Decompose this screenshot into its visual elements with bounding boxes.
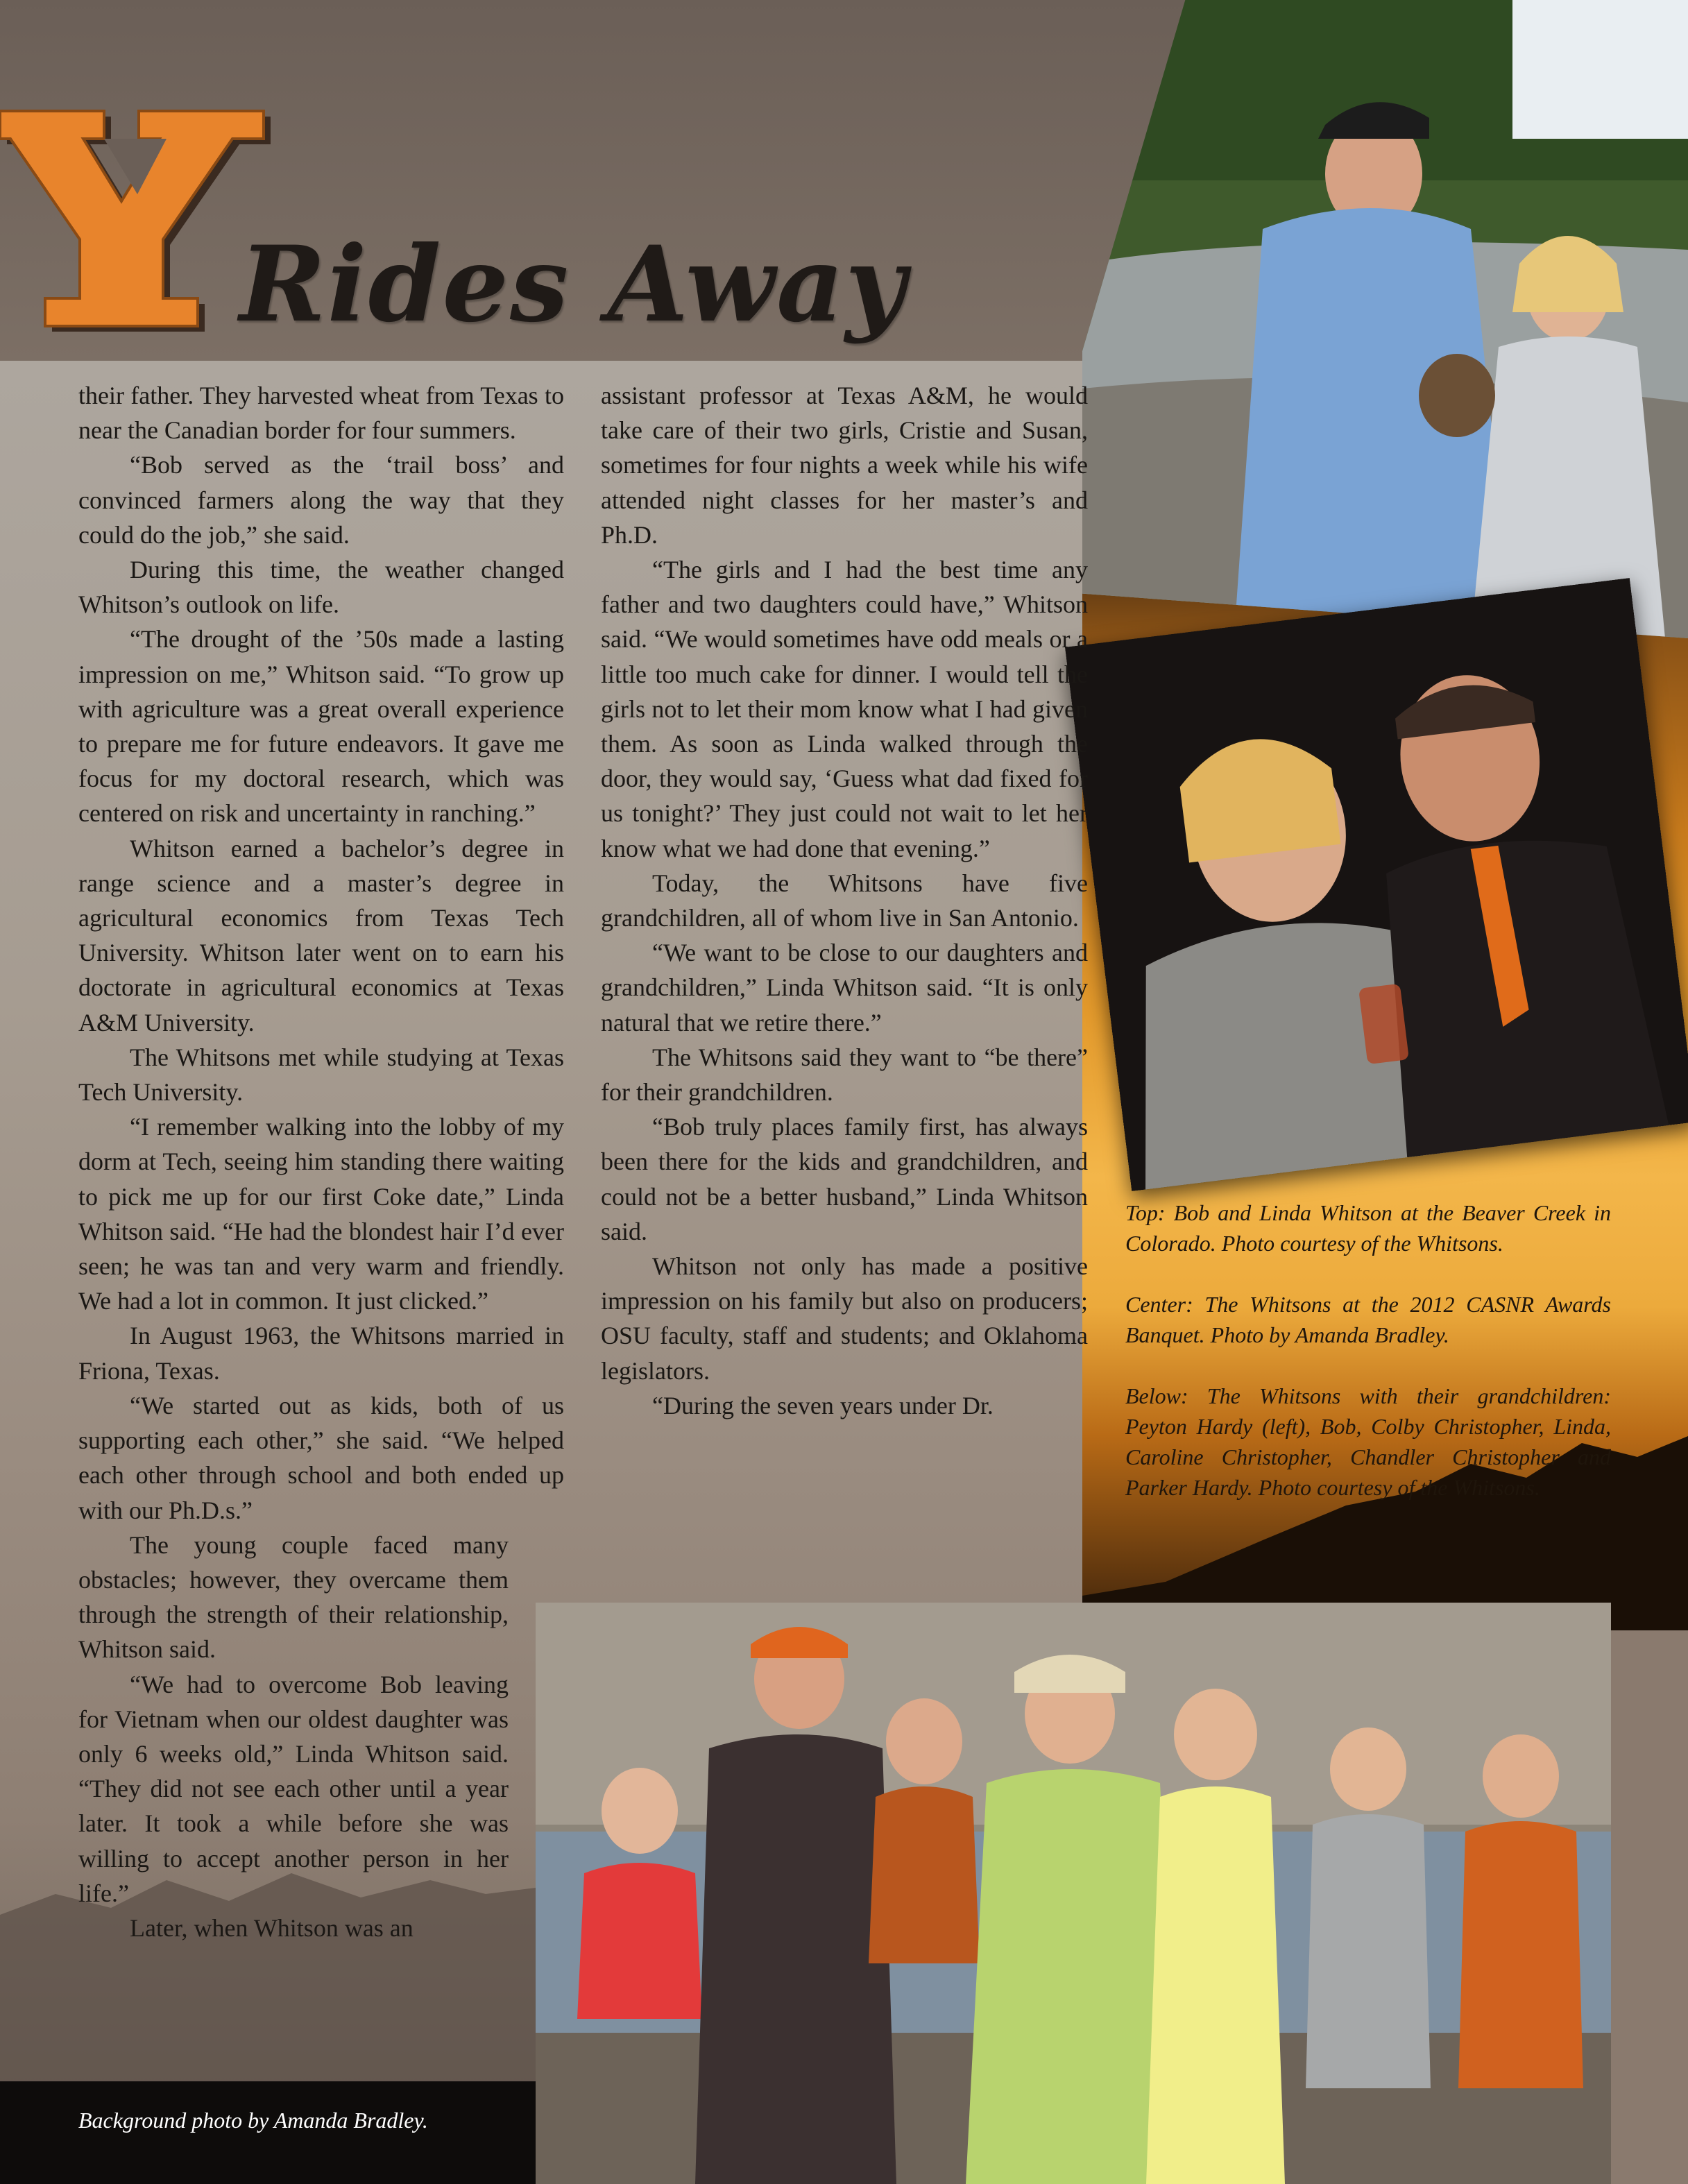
photo-awards-banquet	[1065, 578, 1688, 1191]
paragraph: “I remember walking into the lobby of my dorm at Tech, seeing him standing there waiting to pick me up for our first Coke date,” Linda Whitson said. “He had the blondest hair I’d ever seen; he was tan and very warm and friendly. We had a lot in common. It just clicked.”	[78, 1113, 564, 1315]
background-photo-credit: Background photo by Amanda Bradley.	[78, 2108, 428, 2133]
paragraph: “Bob truly places family first, has always been there for the kids and grandchildren, and could not be a better husband,” Linda Whitson said.	[601, 1113, 1088, 1245]
paragraph: During this time, the weather changed Whitson’s outlook on life.	[78, 556, 564, 619]
paragraph: Later, when Whitson was an	[130, 1913, 414, 1942]
caption-top: Top: Bob and Linda Whitson at the Beaver Creek in Colorado. Photo courtesy of the Whitsons.	[1125, 1200, 1611, 1256]
paragraph: “We had to overcome Bob leaving for Vietnam when our oldest daughter was only 6 weeks old,” Linda Whitson said. “They did not see each other until a year later. It took a while before she was willing to accept another person in her life.”	[78, 1670, 509, 1907]
article-title: Rides Away	[239, 223, 907, 345]
paragraph: The Whitsons said they want to “be there” for their grandchildren.	[601, 1043, 1088, 1107]
text-column-left	[78, 378, 564, 1945]
paragraph: “During the seven years under Dr.	[652, 1391, 994, 1419]
paragraph: In August 1963, the Whitsons married in Friona, Texas.	[78, 1322, 564, 1385]
photo-couple-beaver-creek	[1082, 0, 1688, 638]
paragraph: “The drought of the ’50s made a lasting impression on me,” Whitson said. “To grow up with agriculture was a great overall experience to prepare me for future endeavors. It gave me focus for my doctoral research, which was centered on risk and uncertainty in ranching.”	[78, 625, 564, 828]
paragraph: The young couple faced many obstacles; however, they overcame them through the strength of their relationship, Whitson said.	[78, 1530, 509, 1664]
paragraph: “The girls and I had the best time any father and two daughters could have,” Whitson said. “We would sometimes have odd meals or a little too much cake for dinner. I would tell the girls not to let their mom know what I had given them. As soon as Linda walked through the door, they would say, ‘Guess what dad fixed for us tonight?’ They just could not wait to let her know what we had done that evening.”	[601, 556, 1088, 862]
caption-center: Center: The Whitsons at the 2012 CASNR Awards Banquet. Photo by Amanda Bradley.	[1125, 1292, 1611, 1347]
caption-below: Below: The Whitsons with their grandchildren: Peyton Hardy (left), Bob, Colby Christopher, Linda, Caroline Christopher, Chandler Christopher and Parker Hardy. Photo courtesy of the Whitsons.	[1125, 1383, 1611, 1500]
paragraph: The Whitsons met while studying at Texas Tech University.	[78, 1043, 564, 1107]
paragraph: Whitson not only has made a positive impression on his family but also on producers; OSU faculty, staff and students; and Oklahoma legislators.	[601, 1252, 1088, 1385]
paragraph: “We started out as kids, both of us supporting each other,” she said. “We helped each other through school and both ended up with our Ph.D.s.”	[78, 1391, 564, 1524]
photo-family-grandchildren	[536, 1603, 1611, 2184]
paragraph: assistant professor at Texas A&M, he would take care of their two girls, Cristie and Susan, sometimes for four nights a week while his wife attended night classes for her master’s and Ph.D.	[601, 382, 1088, 549]
paragraph: “We want to be close to our daughters and grandchildren,” Linda Whitson said. “It is only natural that we retire there.”	[601, 939, 1088, 1036]
paragraph: Whitson earned a bachelor’s degree in range science and a master’s degree in agricultural economics from Texas Tech University. Whitson later went on to earn his doctorate in agricultural economics at Texas A&M University.	[78, 834, 564, 1036]
photo-captions	[1125, 1197, 1611, 1533]
text-column-middle	[601, 378, 1088, 1423]
paragraph: “Bob served as the ‘trail boss’ and convinced farmers along the way that they could do the job,” she said.	[78, 451, 564, 549]
paragraph: their father. They harvested wheat from Texas to near the Canadian border for four summers.	[78, 382, 564, 445]
paragraph: Today, the Whitsons have five grandchildren, all of whom live in San Antonio.	[601, 869, 1088, 932]
